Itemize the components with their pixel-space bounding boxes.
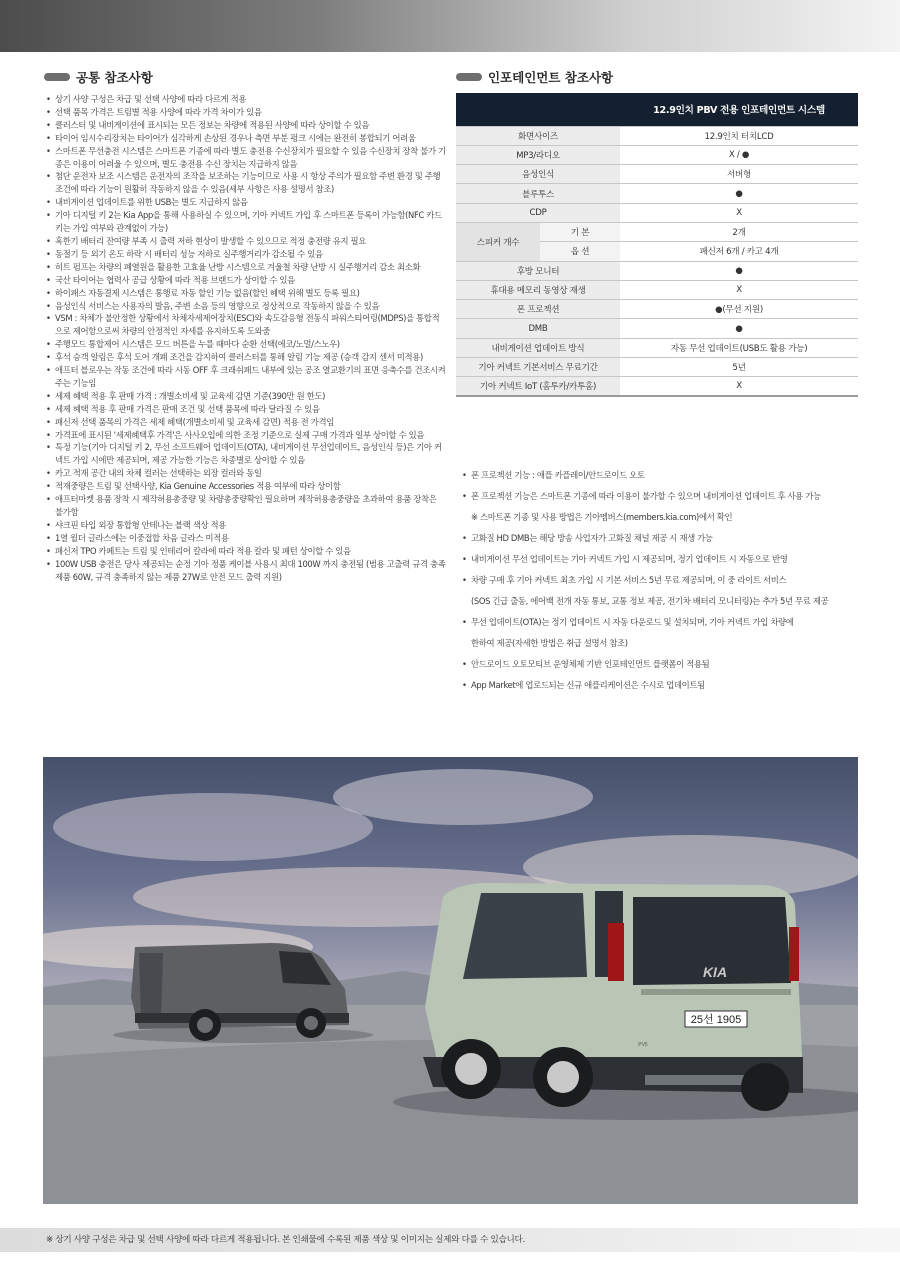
spec-label: 음성인식 <box>456 165 620 184</box>
spec-value: 서버형 <box>620 165 858 184</box>
heading-bar <box>44 73 70 81</box>
spec-value: 자동 무선 업데이트(USB도 활용 가능) <box>620 338 858 357</box>
spec-row <box>456 280 858 299</box>
spec-label: 폰 프로젝션 <box>456 300 620 319</box>
spec-value: ● <box>620 319 858 338</box>
spec-row-speaker-basic <box>456 222 858 241</box>
header-band <box>0 0 900 52</box>
common-note-item: • 혹한기 배터리 잔여량 부족 시 출력 저하 현상이 발생할 수 있으므로 적정 충전량 유지 필요 <box>46 235 446 248</box>
spec-value: ●(무선 지원) <box>620 300 858 319</box>
speaker-group-label: 스피커 개수 <box>456 222 540 261</box>
speaker-option-value: 패신저 6개 / 카고 4개 <box>620 242 858 261</box>
license-plate-text: 25선 1905 <box>690 1014 742 1026</box>
infotainment-note-item: (SOS 긴급 출동, 에어백 전개 자동 통보, 교통 정보 제공, 전기차 배터리 모니터링)는 추가 5년 무료 제공 <box>471 596 829 606</box>
spec-row <box>456 319 858 338</box>
common-note-item: • 히트 펌프는 차량의 폐열원을 활용한 고효율 난방 시스템으로 겨울철 차량 난방 시 실주행거리 감소 최소화 <box>46 261 446 274</box>
common-note-item: • 주행모드 통합제어 시스템은 모드 버튼을 누를 때마다 순환 선택(에코/노멀/스노우) <box>46 338 446 351</box>
common-note-item: • 후석 승객 알림은 후석 도어 개폐 조건을 감지하여 클러스터를 통해 알림 기능 제공 (승객 감지 센서 미적용) <box>46 351 446 364</box>
common-note-item: • 샤크핀 타입 외장 통합형 안테나는 블랙 색상 적용 <box>46 519 446 532</box>
common-note-item: • 애프터마켓 용품 장착 시 제작허용총중량 및 차량총중량확인 필요하며 제작허용총중량을 초과하여 용품 장착은 불가함 <box>46 493 446 519</box>
spec-label: 휴대용 메모리 동영상 재생 <box>456 280 620 299</box>
common-note-item: • 적재중량은 트림 및 선택사양, Kia Genuine Accessories 적용 여부에 따라 상이함 <box>46 480 446 493</box>
infotainment-note-item: • 고화질 HD DMB는 해당 방송 사업자가 고화질 채널 제공 시 재생 가능 <box>462 528 872 549</box>
speaker-option-label: 옵 션 <box>540 242 620 261</box>
spec-label: 블루투스 <box>456 184 620 203</box>
spec-value: ● <box>620 184 858 203</box>
spec-value: X / ● <box>620 145 858 164</box>
common-note-item: • 세제 혜택 적용 후 판매 가격은 판매 조건 및 선택 품목에 따라 달라질 수 있음 <box>46 403 446 416</box>
common-note-item: • 상기 사양 구성은 차급 및 선택 사양에 따라 다르게 적용 <box>46 93 446 106</box>
footer-note: ※ 상기 사양 구성은 차급 및 선택 사양에 따라 다르게 적용됩니다. 본 인쇄물에 수록된 제품 색상 및 이미지는 실제와 다를 수 있습니다. <box>46 1235 525 1245</box>
infotainment-note-item: • 안드로이드 오토모티브 운영체제 기반 인포테인먼트 플랫폼이 적용됨 <box>462 654 872 675</box>
spec-label: CDP <box>456 203 620 222</box>
spec-row <box>456 358 858 377</box>
common-note-item: • 음성인식 서비스는 사용자의 발음, 주변 소음 등의 영향으로 정상적으로 작동하지 않을 수 있음 <box>46 300 446 313</box>
infotainment-note-item: • 무선 업데이트(OTA)는 정기 업데이트 시 자동 다운로드 및 설치되며, 기아 커넥트 가입 차량에 <box>462 612 872 633</box>
common-notes-list <box>46 93 446 583</box>
spec-row <box>456 126 858 145</box>
spec-label: DMB <box>456 319 620 338</box>
spec-row <box>456 165 858 184</box>
model-badge-text: PV5 <box>638 1042 648 1048</box>
common-note-item: • 타이어 임시수리장치는 타이어가 심각하게 손상된 경우나 측면 부분 펑크 시에는 완전히 봉합되기 어려움 <box>46 132 446 145</box>
common-notes-heading <box>44 68 153 86</box>
common-note-item: • 동절기 등 외기 온도 하락 시 배터리 성능 저하로 실주행거리가 감소될 수 있음 <box>46 248 446 261</box>
infotainment-note-item: ※ 스마트폰 기종 및 사용 방법은 기아멤버스(members.kia.com)에서 확인 <box>471 512 733 522</box>
infotainment-spec-table <box>456 93 858 397</box>
table-header-system: 12.9인치 PBV 전용 인포테인먼트 시스템 <box>620 93 858 126</box>
heading-bar <box>456 73 482 81</box>
spec-label: MP3/라디오 <box>456 145 620 164</box>
infotainment-note-item: • 내비게이션 무선 업데이트는 기아 커넥트 가입 시 제공되며, 정기 업데이트 시 자동으로 반영 <box>462 549 872 570</box>
spec-label: 화면사이즈 <box>456 126 620 145</box>
common-notes-title: 공통 참조사항 <box>76 70 153 85</box>
speaker-basic-value: 2개 <box>620 222 858 241</box>
vehicle-photo <box>43 757 858 1204</box>
spec-row <box>456 145 858 164</box>
spec-value: X <box>620 203 858 222</box>
common-note-item: • 100W USB 충전은 당사 제공되는 순정 기아 정품 케이블 사용시 최대 100W 까지 충전됨 (범용 고출력 규격 충족 제품 60W, 규격 충족하지 않는 제품 27W로 안전 모드 출력 지원) <box>46 558 446 584</box>
common-note-item: • 패신저 TPO 카페트는 트림 및 인테리어 칼라에 따라 적용 칼라 및 패턴 상이할 수 있음 <box>46 545 446 558</box>
spec-label: 기아 커넥트 기본서비스 무료기간 <box>456 358 620 377</box>
infotainment-heading <box>456 68 613 86</box>
common-note-item: • VSM : 차체가 불안정한 상황에서 차체자세제어장치(ESC)와 속도감응형 전동식 파워스티어링(MDPS)을 통합적으로 제어함으로써 차량의 안정적인 자세를 유지하도록 도와줌 <box>46 312 446 338</box>
common-note-item: • 첨단 운전자 보조 시스템은 운전자의 조작을 보조하는 기능이므로 사용 시 항상 주의가 필요함 주변 환경 및 주행 조건에 따라 기능이 원활히 작동하지 않을 수 있음(세부 사항은 사용 설명서 참조) <box>46 170 446 196</box>
spec-label: 내비게이션 업데이트 방식 <box>456 338 620 357</box>
kia-logo-text: KIA <box>702 964 728 980</box>
spec-label: 기아 커넥트 IoT (홈투카/카투홈) <box>456 377 620 396</box>
spec-row <box>456 377 858 396</box>
common-note-item: • 카고 적재 공간 내의 차체 컬러는 선택하는 외장 컬러와 동일 <box>46 467 446 480</box>
common-note-item: • 내비게이션 업데이트를 위한 USB는 별도 지급하지 않음 <box>46 196 446 209</box>
spec-value: ● <box>620 261 858 280</box>
infotainment-notes-list <box>462 465 872 696</box>
speaker-basic-label: 기 본 <box>540 222 620 241</box>
spec-row <box>456 338 858 357</box>
common-note-item: • 특정 기능(기아 디지털 키 2, 무선 소프트웨어 업데이트(OTA), 내비게이션 무선업데이트, 음성인식 등)은 기아 커넥트 가입 시에만 제공되며, 제공 가능한 기능은 차종별로 상이할 수 있음 <box>46 441 446 467</box>
spec-value: 5년 <box>620 358 858 377</box>
infotainment-note-item: 한하여 제공(자세한 방법은 취급 설명서 참조) <box>471 638 628 648</box>
common-note-item: • 국산 타이어는 협력사 공급 상황에 따라 적용 브랜드가 상이할 수 있음 <box>46 274 446 287</box>
spec-row <box>456 203 858 222</box>
table-header-blank <box>456 93 620 126</box>
infotainment-note-item: • 폰 프로젝션 기능은 스마트폰 기종에 따라 이용이 불가할 수 있으며 내비게이션 업데이트 후 사용 가능 <box>462 486 872 507</box>
common-note-item: • 패신저 선택 품목의 가격은 세제 혜택(개별소비세 및 교육세 감면) 적용 전 가격임 <box>46 416 446 429</box>
spec-label: 후방 모니터 <box>456 261 620 280</box>
spec-value: X <box>620 280 858 299</box>
common-note-item: • 기아 디지털 키 2는 Kia App을 통해 사용하실 수 있으며, 기아 커넥트 가입 후 스마트폰 등록이 가능함(NFC 카드 키는 가입 여부와 관계없이 가능) <box>46 209 446 235</box>
common-note-item: • 애프터 블로우는 작동 조건에 따라 시동 OFF 후 크래쉬패드 내부에 있는 공조 열교환기의 표면 응축수를 건조시켜 주는 기능임 <box>46 364 446 390</box>
common-note-item: • 클러스터 및 내비게이션에 표시되는 모든 정보는 차량에 적용된 사양에 따라 상이할 수 있음 <box>46 119 446 132</box>
infotainment-note-item: • 차량 구매 후 기아 커넥트 최초 가입 시 기본 서비스 5년 무료 제공되며, 이 중 라이트 서비스 <box>462 570 872 591</box>
infotainment-note-item: • App Market에 업로드되는 신규 애플리케이션은 수시로 업데이트됨 <box>462 675 872 696</box>
infotainment-title: 인포테인먼트 참조사항 <box>488 70 614 85</box>
common-note-item: • 세제 혜택 적용 후 판매 가격 : 개별소비세 및 교육세 감면 기준(390만 원 한도) <box>46 390 446 403</box>
common-note-item: • 1열 윌더 글라스에는 이중접합 차음 글라스 미적용 <box>46 532 446 545</box>
spec-row <box>456 300 858 319</box>
infotainment-note-item: • 폰 프로젝션 기능 : 애플 카플레이/안드로이드 오토 <box>462 465 872 486</box>
spec-row <box>456 184 858 203</box>
common-note-item: • 가격표에 표시된 '세제혜택후 가격'은 사사오입에 의한 조정 기준으로 실제 구매 가격과 일부 상이할 수 있음 <box>46 429 446 442</box>
common-note-item: • 하이패스 자동결제 시스템은 통행료 자동 할인 기능 없음(할인 혜택 위해 별도 등록 필요) <box>46 287 446 300</box>
spec-value: X <box>620 377 858 396</box>
spec-row <box>456 261 858 280</box>
common-note-item: • 선택 품목 가격은 트림별 적용 사양에 따라 가격 차이가 있음 <box>46 106 446 119</box>
spec-value: 12.9인치 터치LCD <box>620 126 858 145</box>
common-note-item: • 스마트폰 무선충전 시스템은 스마트폰 기종에 따라 별도 충전용 수신장치가 필요할 수 있음 수신장치 장착 불가 기종은 이용이 어려울 수 있으며, 별도 충전용 수신 장치는 지급하지 않음 <box>46 145 446 171</box>
